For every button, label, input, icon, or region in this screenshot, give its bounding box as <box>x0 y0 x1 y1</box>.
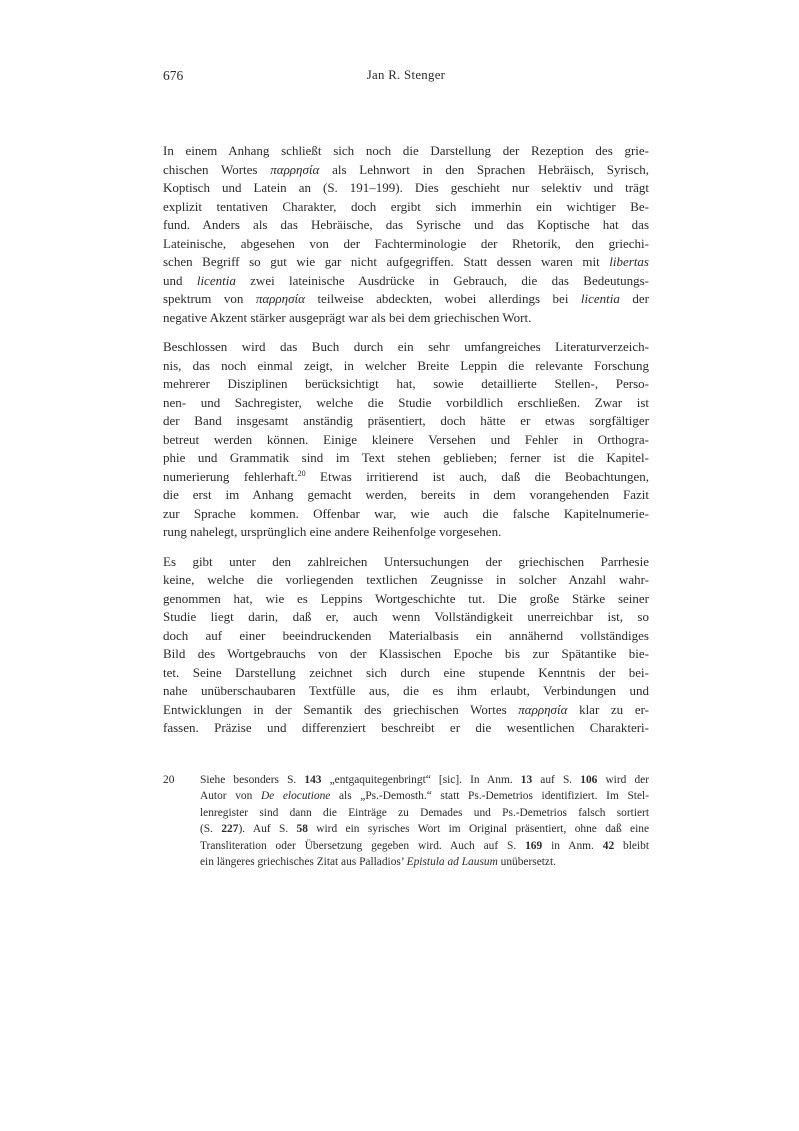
text-segment: und <box>163 272 197 288</box>
footnote-text-line <box>200 838 649 855</box>
text-segment: als „Ps.-Demosth.“ statt Ps.-Demetrios identifiziert. Im Stel- <box>330 790 649 803</box>
text-segment: in Anm. <box>542 839 603 852</box>
text-segment: licentia <box>580 291 620 306</box>
text-segment: zwei lateinische Ausdrücke in Gebrauch, die das Bedeutungs- <box>235 272 649 288</box>
footnote-text-line <box>200 854 649 871</box>
footnotes-section <box>163 772 649 872</box>
running-header <box>163 68 649 86</box>
body-text-line <box>163 290 649 309</box>
text-segment: doch auf einer beeindruckenden Materialbasis ein annähernd vollständiges <box>163 627 649 643</box>
text-segment: mehrerer Disziplinen berücksichtigt hat, sowie detaillierte Stellen-, Perso- <box>163 376 649 391</box>
body-text-line <box>163 357 649 376</box>
body-text-line <box>163 198 649 217</box>
text-segment: Transliteration oder Übersetzung gegeben wird. Auch auf S. <box>200 839 526 852</box>
footnote-text <box>200 772 649 872</box>
text-segment: Entwicklungen in der Semantik des griechischen Wortes <box>163 701 519 717</box>
running-header-author: Jan R. Stenger <box>366 68 446 82</box>
text-segment: ein längeres griechisches Zitat aus Palladios’ <box>200 856 407 869</box>
text-segment: explizit tentativen Charakter, doch ergibt sich immerhin ein wichtiger Be- <box>163 198 649 214</box>
body-text-line <box>163 645 649 664</box>
text-segment: die erst im Anhang gemacht werden, bereits in dem vorangehenden Fazit <box>163 487 649 502</box>
footnote-text-line <box>200 788 649 805</box>
text-segment: 42 <box>602 839 615 852</box>
footnote-text-line <box>200 772 649 789</box>
body-text-line <box>163 449 649 468</box>
text-segment: licentia <box>196 272 236 288</box>
body-text-line <box>163 375 649 394</box>
body-text-line <box>163 523 649 542</box>
footnote-text-line <box>200 821 649 838</box>
text-segment: teilweise abdeckten, wobei allerdings bei <box>304 291 581 306</box>
text-segment: negative Akzent stärker ausgeprägt war als bei dem griechischen Wort. <box>163 309 532 325</box>
body-text-line <box>163 553 649 572</box>
body-text-line <box>163 486 649 505</box>
text-segment: unübersetzt. <box>497 856 556 869</box>
body-text-line <box>163 142 649 161</box>
paragraph <box>163 553 649 738</box>
text-segment: spektrum von <box>163 291 256 306</box>
text-segment: wird ein syrisches Wort im Original präsentiert, ohne daß eine <box>307 823 650 836</box>
text-segment: 58 <box>296 823 308 836</box>
text-segment: rung nahelegt, ursprünglich eine andere Reihenfolge vorgesehen. <box>163 524 502 539</box>
text-segment: Autor von <box>200 790 261 803</box>
text-segment: (S. <box>200 823 222 836</box>
text-segment: numerierung fehlerhaft. <box>163 468 298 484</box>
body-text-line <box>163 682 649 701</box>
text-segment: lenregister sind dann die Einträge zu Demades und Ps.-Demetrios falsch sortiert <box>200 806 649 819</box>
body-text-line <box>163 412 649 431</box>
body-text-line <box>163 161 649 180</box>
text-segment: Epistula ad Lausum <box>406 856 498 869</box>
text-segment: der Band insgesamt anständig präsentiert, doch hätte er etwas sorgfältiger <box>163 413 649 428</box>
text-segment: Bild des Wortgebrauchs von der Klassischen Epoche bis zur Spätantike bie- <box>163 646 649 661</box>
text-segment: 106 <box>580 773 598 786</box>
text-segment: 169 <box>525 839 543 852</box>
text-segment: 13 <box>520 773 533 786</box>
text-segment: 143 <box>304 773 322 786</box>
body-text-line <box>163 571 649 590</box>
text-segment: Siehe besonders S. <box>200 773 305 786</box>
text-segment: klar zu er- <box>567 701 649 717</box>
body-text-line <box>163 431 649 450</box>
body-text-line <box>163 590 649 609</box>
body-text-line <box>163 701 649 720</box>
footnote <box>163 772 649 872</box>
text-segment: zur Sprache kommen. Offenbar war, wie auch die falsche Kapitelnumerie- <box>163 505 649 521</box>
text-segment: Beschlossen wird das Buch durch ein sehr umfangreiches Literaturverzeich- <box>163 339 649 354</box>
text-segment: ). Auf S. <box>238 823 297 836</box>
text-segment: Etwas irritierend ist auch, daß die Beobachtungen, <box>305 468 649 484</box>
body-text-line <box>163 272 649 291</box>
body-text-line <box>163 394 649 413</box>
body-text-line <box>163 468 649 487</box>
text-segment: Koptisch und Latein an (S. 191–199). Dies geschieht nur selektiv und trägt <box>163 180 649 195</box>
body-paragraphs <box>163 142 649 738</box>
text-segment: bleibt <box>614 839 649 852</box>
text-block <box>163 68 649 871</box>
paragraph <box>163 338 649 542</box>
text-segment: fund. Anders als das Hebräische, das Syrische und das Koptische hat das <box>163 217 649 232</box>
text-segment: genommen hat, wie es Leppins Wortgeschichte tut. Die große Stärke seiner <box>163 590 649 606</box>
body-text-line <box>163 338 649 357</box>
text-segment: „entgaquitegenbringt“ [sic]. In Anm. <box>321 773 521 786</box>
text-segment: nahe unüberschaubaren Textfülle aus, die es ihm erlaubt, Verbindungen und <box>163 683 649 698</box>
text-segment: chischen Wortes <box>163 161 271 177</box>
body-text-line <box>163 608 649 627</box>
paragraph <box>163 142 649 327</box>
text-segment: De elocutione <box>260 790 331 803</box>
greek-term: παρρησία <box>518 701 568 717</box>
footnote-text-line <box>200 805 649 822</box>
body-text-line <box>163 309 649 328</box>
body-text-line <box>163 505 649 524</box>
body-text-line <box>163 664 649 683</box>
text-segment: 227 <box>221 823 239 836</box>
text-segment: libertas <box>609 254 649 269</box>
text-segment: tet. Seine Darstellung zeichnet sich durch eine stupende Kenntnis der bei- <box>163 664 649 680</box>
text-segment: schen Begriff so gut wie gar nicht aufgegriffen. Statt dessen waren mit <box>163 254 610 269</box>
text-segment: keine, welche die vorliegenden textlichen Zeugnisse in solcher Anzahl wahr- <box>163 572 649 587</box>
body-text-line <box>163 627 649 646</box>
page-number: 676 <box>163 68 184 83</box>
footnote-reference: 20 <box>297 469 306 479</box>
body-text-line <box>163 235 649 254</box>
text-segment: wird der <box>597 773 649 786</box>
text-segment: nen- und Sachregister, welche die Studie vorbildlich erschließen. Zwar ist <box>163 394 649 410</box>
text-segment: der <box>619 291 649 306</box>
text-segment: nis, das noch einmal zeigt, in welcher Breite Leppin die relevante Forschung <box>163 357 649 373</box>
text-segment: In einem Anhang schließt sich noch die Darstellung der Rezeption des grie- <box>163 143 649 158</box>
greek-term: παρρησία <box>255 291 305 306</box>
footnote-number: 20 <box>163 773 175 786</box>
text-segment: Studie liegt darin, daß er, auch wenn Vollständigkeit unerreichbar ist, so <box>163 609 649 624</box>
greek-term: παρρησία <box>270 161 320 177</box>
body-text-line <box>163 179 649 198</box>
text-segment: auf S. <box>532 773 581 786</box>
text-segment: Lateinische, abgesehen von der Fachterminologie der Rhetorik, den griechi- <box>163 235 649 251</box>
body-text-line <box>163 253 649 272</box>
text-segment: als Lehnwort in den Sprachen Hebräisch, Syrisch, <box>319 161 649 177</box>
body-text-line <box>163 216 649 235</box>
body-text-line <box>163 719 649 738</box>
text-segment: fassen. Präzise und differenziert beschreibt er die wesentlichen Charakteri- <box>163 720 649 735</box>
text-segment: betreut werden können. Einige kleinere Versehen und Fehler in Orthogra- <box>163 431 649 447</box>
text-segment: Es gibt unter den zahlreichen Untersuchungen der griechischen Parrhesie <box>163 553 649 569</box>
text-segment: phie und Grammatik sind im Text stehen geblieben; ferner ist die Kapitel- <box>163 450 649 465</box>
